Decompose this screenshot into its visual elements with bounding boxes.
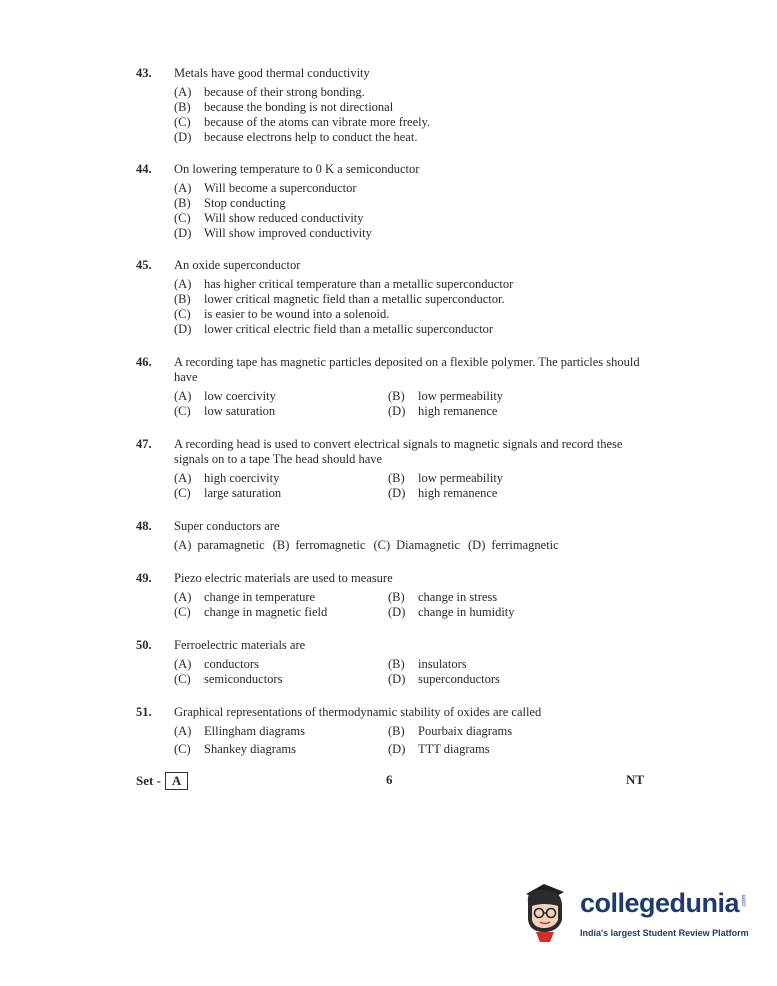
set-indicator <box>136 772 188 790</box>
question-text: A recording head is used to convert electrical signals to magnetic signals and record these signals on to a tape The head should have <box>174 437 623 466</box>
option-text: change in stress <box>418 590 498 604</box>
option-b <box>273 538 366 553</box>
question-text: An oxide superconductor <box>174 258 301 272</box>
question-number: 43. <box>136 66 152 80</box>
option-label: (C) <box>174 672 191 686</box>
question-text: On lowering temperature to 0 K a semiconductor <box>174 162 420 176</box>
option-label: (D) <box>174 322 192 336</box>
option-label: (B) <box>388 471 405 485</box>
option-label: (C) <box>174 404 191 418</box>
question-number: 47. <box>136 437 152 451</box>
option-label: (A) <box>174 277 192 291</box>
question-text: Metals have good thermal conductivity <box>174 66 370 80</box>
option-text: because electrons help to conduct the heat. <box>204 130 418 144</box>
option-row <box>174 672 656 687</box>
option-label: (C) <box>174 307 191 321</box>
option-b <box>174 292 656 307</box>
option-text: has higher critical temperature than a metallic superconductor <box>204 277 514 291</box>
option-b <box>388 724 602 739</box>
option-row <box>174 605 656 620</box>
option-b <box>388 590 602 605</box>
option-text: insulators <box>418 657 467 671</box>
option-text: Shankey diagrams <box>204 742 296 756</box>
brand-tagline: India's largest Student Review Platform <box>580 928 749 938</box>
option-text: high coercivity <box>204 471 280 485</box>
option-text: large saturation <box>204 486 282 500</box>
option-label: (B) <box>272 538 290 552</box>
question-number: 49. <box>136 571 152 585</box>
option-d <box>388 742 602 757</box>
option-text: low permeability <box>418 471 504 485</box>
question-number: 44. <box>136 162 152 176</box>
option-label: (C) <box>174 115 191 129</box>
option-label: (B) <box>388 724 405 738</box>
option-text: high remanence <box>418 404 498 418</box>
option-text: paramagnetic <box>197 538 265 552</box>
options <box>174 724 656 757</box>
option-a <box>174 538 265 553</box>
option-label: (C) <box>373 538 391 552</box>
option-text: because of their strong bonding. <box>204 85 365 99</box>
option-label: (A) <box>174 389 192 403</box>
collegedunia-logo <box>518 876 749 956</box>
question-text: Ferroelectric materials are <box>174 638 306 652</box>
option-b <box>388 657 602 672</box>
option-text: low permeability <box>418 389 504 403</box>
option-b <box>388 389 602 404</box>
option-label: (A) <box>174 181 192 195</box>
option-label: (D) <box>174 130 192 144</box>
option-label: (B) <box>388 657 405 671</box>
option-text: ferrimagnetic <box>491 538 559 552</box>
option-text: change in temperature <box>204 590 316 604</box>
option-c <box>174 486 388 501</box>
option-c <box>174 742 388 757</box>
option-text: superconductors <box>418 672 500 686</box>
option-label: (C) <box>174 486 191 500</box>
option-c <box>174 605 388 620</box>
option-a <box>174 590 388 605</box>
option-label: (D) <box>174 226 192 240</box>
option-text: change in magnetic field <box>204 605 328 619</box>
set-label: Set - <box>136 773 161 788</box>
option-c <box>174 404 388 419</box>
option-label: (B) <box>174 196 191 210</box>
option-label: (B) <box>174 292 191 306</box>
option-d <box>468 538 559 553</box>
set-value: A <box>165 772 188 790</box>
option-row <box>174 389 656 404</box>
option-a <box>174 181 656 196</box>
option-label: (A) <box>174 657 192 671</box>
page-number: 6 <box>386 772 393 787</box>
option-d <box>174 226 656 241</box>
option-label: (D) <box>388 742 406 756</box>
question-45 <box>136 258 656 337</box>
option-text: lower critical electric field than a metallic superconductor <box>204 322 494 336</box>
option-text: conductors <box>204 657 259 671</box>
option-label: (D) <box>388 672 406 686</box>
option-d <box>388 404 602 419</box>
options <box>174 85 656 145</box>
mascot-icon <box>518 880 572 944</box>
option-d <box>388 605 602 620</box>
option-a <box>174 471 388 486</box>
option-a <box>174 389 388 404</box>
option-label: (A) <box>174 85 192 99</box>
question-51 <box>136 705 656 757</box>
paper-code: NT <box>625 772 644 787</box>
option-c <box>174 307 656 322</box>
option-text: Will show improved conductivity <box>204 226 372 240</box>
option-text: semiconductors <box>204 672 283 686</box>
brand-name: collegedunia <box>580 888 740 918</box>
question-number: 45. <box>136 258 152 272</box>
option-c <box>373 538 460 553</box>
option-a <box>174 85 656 100</box>
option-label: (D) <box>388 605 406 619</box>
question-text: Graphical representations of thermodynamic stability of oxides are called <box>174 705 542 719</box>
option-label: (A) <box>174 538 192 552</box>
question-46 <box>136 355 656 419</box>
option-label: (C) <box>174 605 191 619</box>
question-number: 46. <box>136 355 152 369</box>
page-footer <box>136 772 644 792</box>
question-number: 51. <box>136 705 152 719</box>
option-text: lower critical magnetic field than a metallic superconductor. <box>204 292 505 306</box>
option-label: (A) <box>174 471 192 485</box>
option-b <box>388 471 602 486</box>
option-label: (A) <box>174 590 192 604</box>
option-text: Pourbaix diagrams <box>418 724 513 738</box>
option-a <box>174 657 388 672</box>
question-50 <box>136 638 656 687</box>
option-row <box>174 538 656 553</box>
option-row <box>174 742 656 757</box>
option-b <box>174 100 656 115</box>
question-number: 48. <box>136 519 152 533</box>
option-text: ferromagnetic <box>295 538 366 552</box>
option-text: Will become a superconductor <box>204 181 357 195</box>
option-label: (D) <box>468 538 486 552</box>
question-number: 50. <box>136 638 152 652</box>
question-text: A recording tape has magnetic particles deposited on a flexible polymer. The particles should have <box>174 355 640 384</box>
option-text: because the bonding is not directional <box>204 100 394 114</box>
option-row <box>174 590 656 605</box>
options <box>174 277 656 337</box>
option-text: Stop conducting <box>204 196 286 210</box>
options <box>174 471 656 501</box>
options <box>174 657 656 687</box>
question-text: Piezo electric materials are used to measure <box>174 571 393 585</box>
option-label: (C) <box>174 211 191 225</box>
question-49 <box>136 571 656 620</box>
option-row <box>174 486 656 501</box>
option-label: (A) <box>174 724 192 738</box>
option-row <box>174 404 656 419</box>
options <box>174 590 656 620</box>
question-43 <box>136 66 656 145</box>
option-d <box>174 130 656 145</box>
option-d <box>388 486 602 501</box>
option-text: Ellingham diagrams <box>204 724 306 738</box>
option-text: high remanence <box>418 486 498 500</box>
option-label: (D) <box>388 404 406 418</box>
options <box>174 389 656 419</box>
option-row <box>174 724 656 739</box>
option-text: because of the atoms can vibrate more freely. <box>204 115 431 129</box>
option-text: low saturation <box>204 404 276 418</box>
question-48 <box>136 519 656 553</box>
question-44 <box>136 162 656 241</box>
option-label: (C) <box>174 742 191 756</box>
option-c <box>174 672 388 687</box>
option-text: change in humidity <box>418 605 515 619</box>
option-text: Will show reduced conductivity <box>204 211 364 225</box>
option-text: Diamagnetic <box>396 538 461 552</box>
option-label: (B) <box>388 590 405 604</box>
option-d <box>388 672 602 687</box>
option-label: (B) <box>388 389 405 403</box>
option-text: is easier to be wound into a solenoid. <box>204 307 390 321</box>
option-label: (D) <box>388 486 406 500</box>
option-c <box>174 115 656 130</box>
option-c <box>174 211 656 226</box>
option-row <box>174 471 656 486</box>
option-b <box>174 196 656 211</box>
option-text: TTT diagrams <box>418 742 490 756</box>
option-d <box>174 322 656 337</box>
option-a <box>174 277 656 292</box>
option-label: (B) <box>174 100 191 114</box>
option-text: low coercivity <box>204 389 276 403</box>
brand-suffix: .com <box>741 894 748 908</box>
options <box>174 181 656 241</box>
option-row <box>174 657 656 672</box>
option-a <box>174 724 388 739</box>
options <box>174 538 656 553</box>
question-47 <box>136 437 656 501</box>
question-text: Super conductors are <box>174 519 280 533</box>
